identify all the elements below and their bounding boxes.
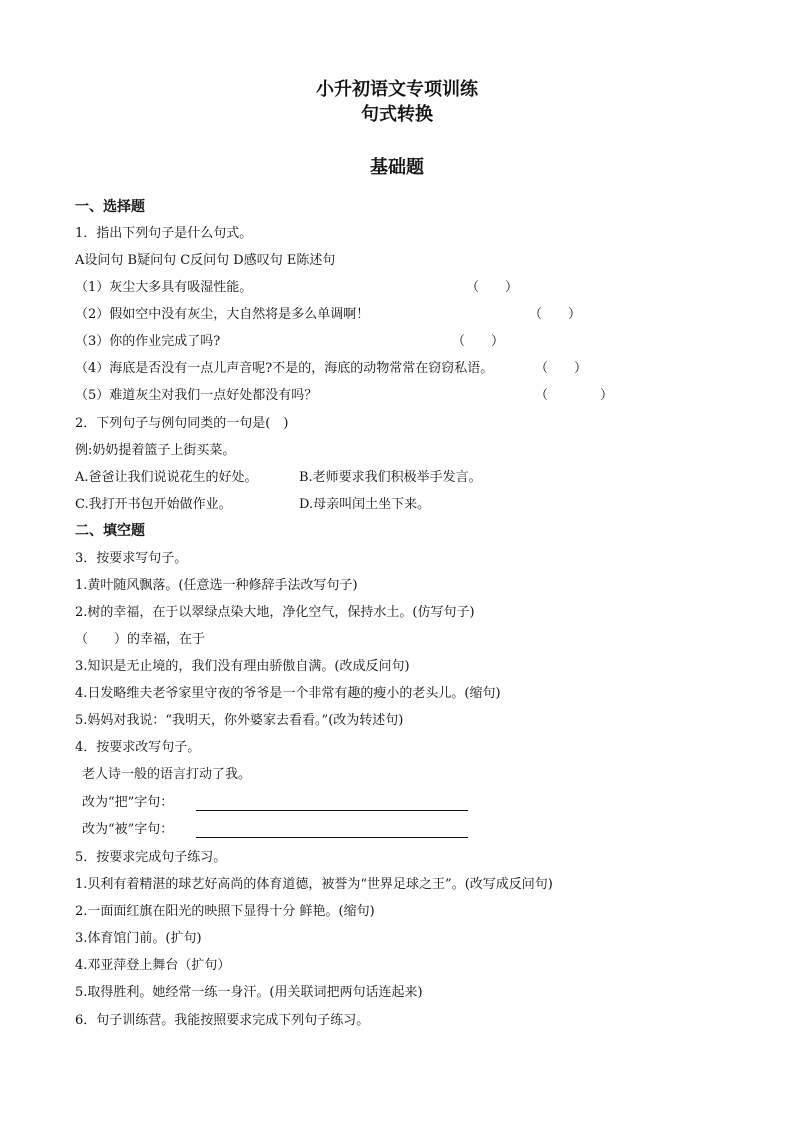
question-3-fill-line[interactable]: （ ）的幸福，在于	[75, 632, 206, 647]
question-2-stem: 2．下列句子与例句同类的一句是( )	[75, 416, 289, 431]
ba-sentence-answer-line[interactable]	[196, 810, 468, 811]
question-2-option-c: C.我打开书包开始做作业。	[75, 497, 232, 512]
question-5-sentence-3: 3.体育馆门前。(扩句)	[75, 931, 202, 946]
answer-paren-5[interactable]: （ ）	[535, 388, 614, 403]
question-3-stem: 3．按要求写句子。	[75, 551, 188, 566]
answer-paren-1[interactable]: （ ）	[466, 280, 519, 295]
question-2-example: 例:奶奶提着篮子上街买菜。	[75, 443, 236, 458]
question-5-sentence-1: 1.贝利有着精湛的球艺好高尚的体育道德，被誉为“世界足球之王”。(改写成反问句)	[75, 877, 553, 892]
section-heading-choice: 一、选择题	[75, 199, 145, 215]
bei-sentence-answer-line[interactable]	[196, 837, 468, 838]
question-5-stem: 5．按要求完成句子练习。	[75, 850, 227, 865]
question-1-stem: 1．指出下列句子是什么句式。	[75, 226, 253, 241]
question-5-sentence-2: 2.一面面红旗在阳光的映照下显得十分 鲜艳。(缩句)	[75, 904, 375, 919]
question-2-option-a: A.爸爸让我们说说花生的好处。	[75, 470, 258, 485]
question-1-item-1: （1）灰尘大多具有吸湿性能。	[75, 280, 253, 295]
question-3-sentence-2: 2.树的幸福，在于以翠绿点染大地，净化空气，保持水土。(仿写句子)	[75, 605, 475, 620]
worksheet-title: 小升初语文专项训练	[316, 79, 478, 100]
question-5-sentence-5: 5.取得胜利。她经常一练一身汗。(用关联词把两句话连起来)	[75, 985, 423, 1000]
question-3-sentence-3: 3.知识是无止境的，我们没有理由骄傲自满。(改成反问句)	[75, 659, 410, 674]
question-2-option-d: D.母亲叫闰土坐下来。	[299, 497, 431, 512]
question-4-stem: 4．按要求改写句子。	[75, 740, 201, 755]
answer-paren-3[interactable]: （ ）	[452, 334, 505, 349]
question-1-item-2: （2）假如空中没有灰尘，大自然将是多么单调啊！	[75, 307, 370, 322]
answer-paren-4[interactable]: （ ）	[535, 361, 588, 376]
question-5-sentence-4: 4.邓亚萍登上舞台（扩句）	[75, 958, 231, 973]
question-1-item-5: （5）难道灰尘对我们一点好处都没有吗？	[75, 388, 318, 403]
bei-sentence-label: 改为“被”字句：	[82, 822, 174, 837]
question-3-sentence-4: 4.日发略维夫老爷家里守夜的爷爷是一个非常有趣的瘦小的老头儿。(缩句)	[75, 686, 501, 701]
section-heading-fill: 二、填空题	[75, 523, 145, 539]
ba-sentence-label: 改为“把”字句：	[82, 795, 174, 810]
question-6-stem: 6．句子训练营。我能按照要求完成下列句子练习。	[75, 1013, 370, 1028]
question-1-item-3: （3）你的作业完成了吗?	[75, 334, 221, 349]
question-1-options: A设问句 B疑问句 C反问句 D感叹句 E陈述句	[75, 253, 336, 268]
answer-paren-2[interactable]: （ ）	[529, 307, 582, 322]
question-4-sentence: 老人诗一般的语言打动了我。	[82, 767, 252, 782]
question-3-sentence-1: 1.黄叶随风飘落。(任意选一种修辞手法改写句子)	[75, 578, 358, 593]
question-1-item-4: （4）海底是否没有一点儿声音呢?不是的，海底的动物常常在窃窃私语。	[75, 361, 494, 376]
question-2-option-b: B.老师要求我们积极举手发言。	[299, 470, 482, 485]
difficulty-level: 基础题	[370, 157, 424, 178]
question-3-sentence-5: 5.妈妈对我说：“我明天，你外婆家去看看。”(改为转述句)	[75, 713, 404, 728]
worksheet-subtitle: 句式转换	[361, 104, 433, 125]
